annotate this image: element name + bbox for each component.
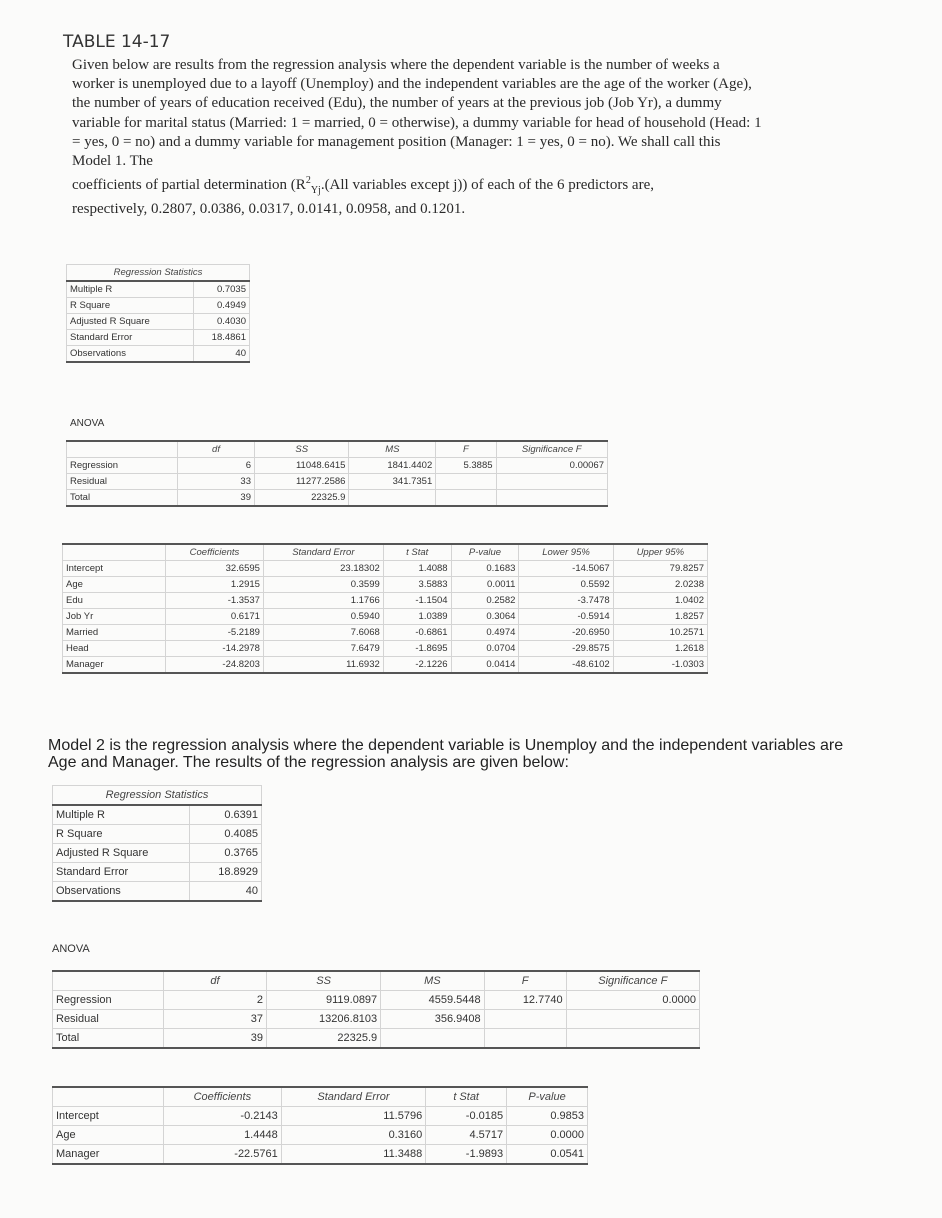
anova-cell: 33 bbox=[178, 474, 255, 490]
model2-coefficients-table bbox=[52, 1086, 588, 1165]
anova-cell: 6 bbox=[178, 458, 255, 474]
coef-cell: 3.5883 bbox=[383, 577, 451, 593]
coef-cell: 11.5796 bbox=[281, 1107, 426, 1126]
stat-value: 40 bbox=[194, 346, 250, 363]
anova-cell: 11277.2586 bbox=[255, 474, 349, 490]
stat-value: 0.4030 bbox=[194, 314, 250, 330]
model1-anova-table bbox=[66, 440, 608, 507]
anova-cell: 37 bbox=[164, 1010, 267, 1029]
coef-cell: 7.6479 bbox=[263, 641, 383, 657]
table-row bbox=[63, 625, 708, 641]
model2-anova-label: ANOVA bbox=[52, 943, 90, 955]
anova-header: df bbox=[164, 971, 267, 991]
anova-cell: 22325.9 bbox=[255, 490, 349, 507]
coef-cell: 1.1766 bbox=[263, 593, 383, 609]
stat-label: R Square bbox=[53, 825, 190, 844]
stat-value: 0.4085 bbox=[190, 825, 262, 844]
anova-cell: 356.9408 bbox=[381, 1010, 484, 1029]
stat-label: R Square bbox=[67, 298, 194, 314]
anova-header: MS bbox=[381, 971, 484, 991]
stat-label: Standard Error bbox=[67, 330, 194, 346]
anova-cell: 1841.4402 bbox=[349, 458, 436, 474]
coef-cell: 4.5717 bbox=[426, 1126, 507, 1145]
coef-row-label: Head bbox=[63, 641, 166, 657]
model1-coefficients-table bbox=[62, 543, 708, 674]
coef-header: P-value bbox=[451, 544, 519, 561]
coef-cell: 0.1683 bbox=[451, 561, 519, 577]
coef-row-label: Manager bbox=[63, 657, 166, 674]
coef-cell: -48.6102 bbox=[519, 657, 613, 674]
anova-cell: 5.3885 bbox=[436, 458, 496, 474]
intro-paragraph: Given below are results from the regression analysis where the dependent variable is the number of weeks a worker is unemployed due to a layoff (Unemploy) and the independent variables are the age of the worker (Age), the number of years of education received (Edu), the number of years at the previous job (Job Yr), a dummy variable for marital status (Married: 1 = married, 0 = otherwise), a dummy variable for head of household (Head: 1 = yes, 0 = no) and a dummy variable for management position (Manager: 1 = yes, 0 = no). We shall call this Model 1. The bbox=[72, 57, 762, 170]
table-row bbox=[63, 641, 708, 657]
coef-cell: 7.6068 bbox=[263, 625, 383, 641]
anova-cell: 13206.8103 bbox=[267, 1010, 381, 1029]
coef-cell: -29.8575 bbox=[519, 641, 613, 657]
table-row bbox=[63, 593, 708, 609]
anova-header: Significance F bbox=[566, 971, 699, 991]
coef-header: Standard Error bbox=[263, 544, 383, 561]
anova-row-label: Regression bbox=[67, 458, 178, 474]
anova-header: df bbox=[178, 441, 255, 458]
anova-cell: 39 bbox=[178, 490, 255, 507]
coef-cell: 32.6595 bbox=[166, 561, 264, 577]
coef-header: Upper 95% bbox=[613, 544, 707, 561]
coef-cell: 1.2618 bbox=[613, 641, 707, 657]
coef-header: P-value bbox=[507, 1087, 588, 1107]
table-row bbox=[53, 1145, 588, 1165]
stat-value: 18.4861 bbox=[194, 330, 250, 346]
coef-row-label: Edu bbox=[63, 593, 166, 609]
model2-line2: Age and Manager. The results of the regression analysis are given below: bbox=[48, 754, 569, 771]
table-row bbox=[63, 561, 708, 577]
anova-header: SS bbox=[267, 971, 381, 991]
anova-header: F bbox=[436, 441, 496, 458]
coef-cell: 1.2915 bbox=[166, 577, 264, 593]
table-row bbox=[63, 657, 708, 674]
coef-header: Lower 95% bbox=[519, 544, 613, 561]
table-row bbox=[63, 577, 708, 593]
coef-header bbox=[53, 1087, 164, 1107]
reg-stats-title: Regression Statistics bbox=[67, 265, 250, 282]
coef-cell: -3.7478 bbox=[519, 593, 613, 609]
coef-cell: 10.2571 bbox=[613, 625, 707, 641]
coef-row-label: Job Yr bbox=[63, 609, 166, 625]
anova-cell: 39 bbox=[164, 1029, 267, 1049]
coef-cell: -0.0185 bbox=[426, 1107, 507, 1126]
coef-cell: -14.5067 bbox=[519, 561, 613, 577]
model2-line1: Model 2 is the regression analysis where the dependent variable is Unemploy and the independent variables are bbox=[48, 737, 844, 754]
anova-cell: 11048.6415 bbox=[255, 458, 349, 474]
stat-label: Standard Error bbox=[53, 863, 190, 882]
anova-cell: 0.00067 bbox=[496, 458, 607, 474]
model2-description bbox=[48, 737, 918, 771]
anova-cell bbox=[484, 1010, 566, 1029]
coef-cell: 1.4448 bbox=[164, 1126, 282, 1145]
coef-cell: 0.3160 bbox=[281, 1126, 426, 1145]
stat-value: 0.7035 bbox=[194, 281, 250, 298]
coef-row-label: Intercept bbox=[53, 1107, 164, 1126]
table-row bbox=[53, 1126, 588, 1145]
coef-cell: 0.3064 bbox=[451, 609, 519, 625]
anova-header: SS bbox=[255, 441, 349, 458]
coef-row-label: Age bbox=[63, 577, 166, 593]
stat-label: Multiple R bbox=[53, 805, 190, 825]
coef-row-label: Intercept bbox=[63, 561, 166, 577]
coef-cell: 0.2582 bbox=[451, 593, 519, 609]
stat-value: 0.3765 bbox=[190, 844, 262, 863]
coef-cell: -14.2978 bbox=[166, 641, 264, 657]
coef-cell: -0.2143 bbox=[164, 1107, 282, 1126]
anova-row-label: Total bbox=[67, 490, 178, 507]
anova-cell bbox=[496, 490, 607, 507]
stat-value: 40 bbox=[190, 882, 262, 902]
stat-label: Observations bbox=[53, 882, 190, 902]
coef-cell: 0.5592 bbox=[519, 577, 613, 593]
coef-header: Standard Error bbox=[281, 1087, 426, 1107]
coef-cell: -24.8203 bbox=[166, 657, 264, 674]
table-row bbox=[53, 1107, 588, 1126]
coef-cell: 0.5940 bbox=[263, 609, 383, 625]
intro-values: respectively, 0.2807, 0.0386, 0.0317, 0.0141, 0.0958, and 0.1201. bbox=[72, 201, 466, 218]
anova-cell bbox=[436, 490, 496, 507]
stat-value: 18.8929 bbox=[190, 863, 262, 882]
table-title: TABLE 14-17 bbox=[63, 32, 171, 52]
anova-cell bbox=[484, 1029, 566, 1049]
model2-regression-statistics bbox=[52, 785, 262, 902]
coef-cell: 0.0000 bbox=[507, 1126, 588, 1145]
stat-value: 0.4949 bbox=[194, 298, 250, 314]
anova-header bbox=[67, 441, 178, 458]
intro-text bbox=[72, 56, 762, 220]
coef-cell: 0.3599 bbox=[263, 577, 383, 593]
coef-cell: -0.5914 bbox=[519, 609, 613, 625]
coef-header: t Stat bbox=[426, 1087, 507, 1107]
coef-cell: -20.6950 bbox=[519, 625, 613, 641]
anova-cell: 4559.5448 bbox=[381, 991, 484, 1010]
coef-cell: -2.1226 bbox=[383, 657, 451, 674]
coef-cell: -1.0303 bbox=[613, 657, 707, 674]
model1-anova-label: ANOVA bbox=[70, 418, 105, 429]
coef-cell: 11.6932 bbox=[263, 657, 383, 674]
coef-cell: 0.0011 bbox=[451, 577, 519, 593]
anova-header: MS bbox=[349, 441, 436, 458]
coef-cell: 79.8257 bbox=[613, 561, 707, 577]
intro-partial-determination: coefficients of partial determination ($R^2_{Yj}.(All$ variables except j)) of each of the 6 predictors are, bbox=[72, 175, 654, 197]
anova-header: F bbox=[484, 971, 566, 991]
anova-row-label: Residual bbox=[67, 474, 178, 490]
anova-cell bbox=[349, 490, 436, 507]
anova-cell: 12.7740 bbox=[484, 991, 566, 1010]
coef-cell: 11.3488 bbox=[281, 1145, 426, 1165]
table-row bbox=[63, 609, 708, 625]
coef-cell: 1.4088 bbox=[383, 561, 451, 577]
anova-cell bbox=[436, 474, 496, 490]
anova-row-label: Regression bbox=[53, 991, 164, 1010]
anova-cell: 0.0000 bbox=[566, 991, 699, 1010]
stat-label: Adjusted R Square bbox=[53, 844, 190, 863]
anova-cell bbox=[496, 474, 607, 490]
coef-cell: 0.4974 bbox=[451, 625, 519, 641]
stat-label: Adjusted R Square bbox=[67, 314, 194, 330]
anova-row-label: Total bbox=[53, 1029, 164, 1049]
coef-cell: -22.5761 bbox=[164, 1145, 282, 1165]
coef-cell: 1.8257 bbox=[613, 609, 707, 625]
coef-row-label: Married bbox=[63, 625, 166, 641]
coef-cell: 0.0414 bbox=[451, 657, 519, 674]
anova-cell: 9119.0897 bbox=[267, 991, 381, 1010]
coef-header: t Stat bbox=[383, 544, 451, 561]
stat-label: Observations bbox=[67, 346, 194, 363]
reg-stats-title: Regression Statistics bbox=[53, 786, 262, 806]
anova-cell bbox=[381, 1029, 484, 1049]
coef-cell: -1.8695 bbox=[383, 641, 451, 657]
coef-cell: 2.0238 bbox=[613, 577, 707, 593]
coef-cell: -1.9893 bbox=[426, 1145, 507, 1165]
anova-cell bbox=[566, 1029, 699, 1049]
anova-cell: 341.7351 bbox=[349, 474, 436, 490]
coef-row-label: Manager bbox=[53, 1145, 164, 1165]
anova-cell bbox=[566, 1010, 699, 1029]
coef-cell: -1.1504 bbox=[383, 593, 451, 609]
anova-cell: 2 bbox=[164, 991, 267, 1010]
coef-cell: 23.18302 bbox=[263, 561, 383, 577]
anova-row-label: Residual bbox=[53, 1010, 164, 1029]
coef-cell: 0.0541 bbox=[507, 1145, 588, 1165]
model2-anova-table bbox=[52, 970, 700, 1049]
stat-value: 0.6391 bbox=[190, 805, 262, 825]
model1-regression-statistics bbox=[66, 264, 250, 363]
coef-cell: -1.3537 bbox=[166, 593, 264, 609]
coef-cell: 1.0402 bbox=[613, 593, 707, 609]
coef-cell: 1.0389 bbox=[383, 609, 451, 625]
coef-cell: -0.6861 bbox=[383, 625, 451, 641]
anova-cell: 22325.9 bbox=[267, 1029, 381, 1049]
coef-row-label: Age bbox=[53, 1126, 164, 1145]
coef-header: Coefficients bbox=[164, 1087, 282, 1107]
coef-cell: 0.6171 bbox=[166, 609, 264, 625]
coef-cell: 0.9853 bbox=[507, 1107, 588, 1126]
coef-cell: -5.2189 bbox=[166, 625, 264, 641]
coef-cell: 0.0704 bbox=[451, 641, 519, 657]
coef-header bbox=[63, 544, 166, 561]
anova-header bbox=[53, 971, 164, 991]
stat-label: Multiple R bbox=[67, 281, 194, 298]
anova-header: Significance F bbox=[496, 441, 607, 458]
coef-header: Coefficients bbox=[166, 544, 264, 561]
